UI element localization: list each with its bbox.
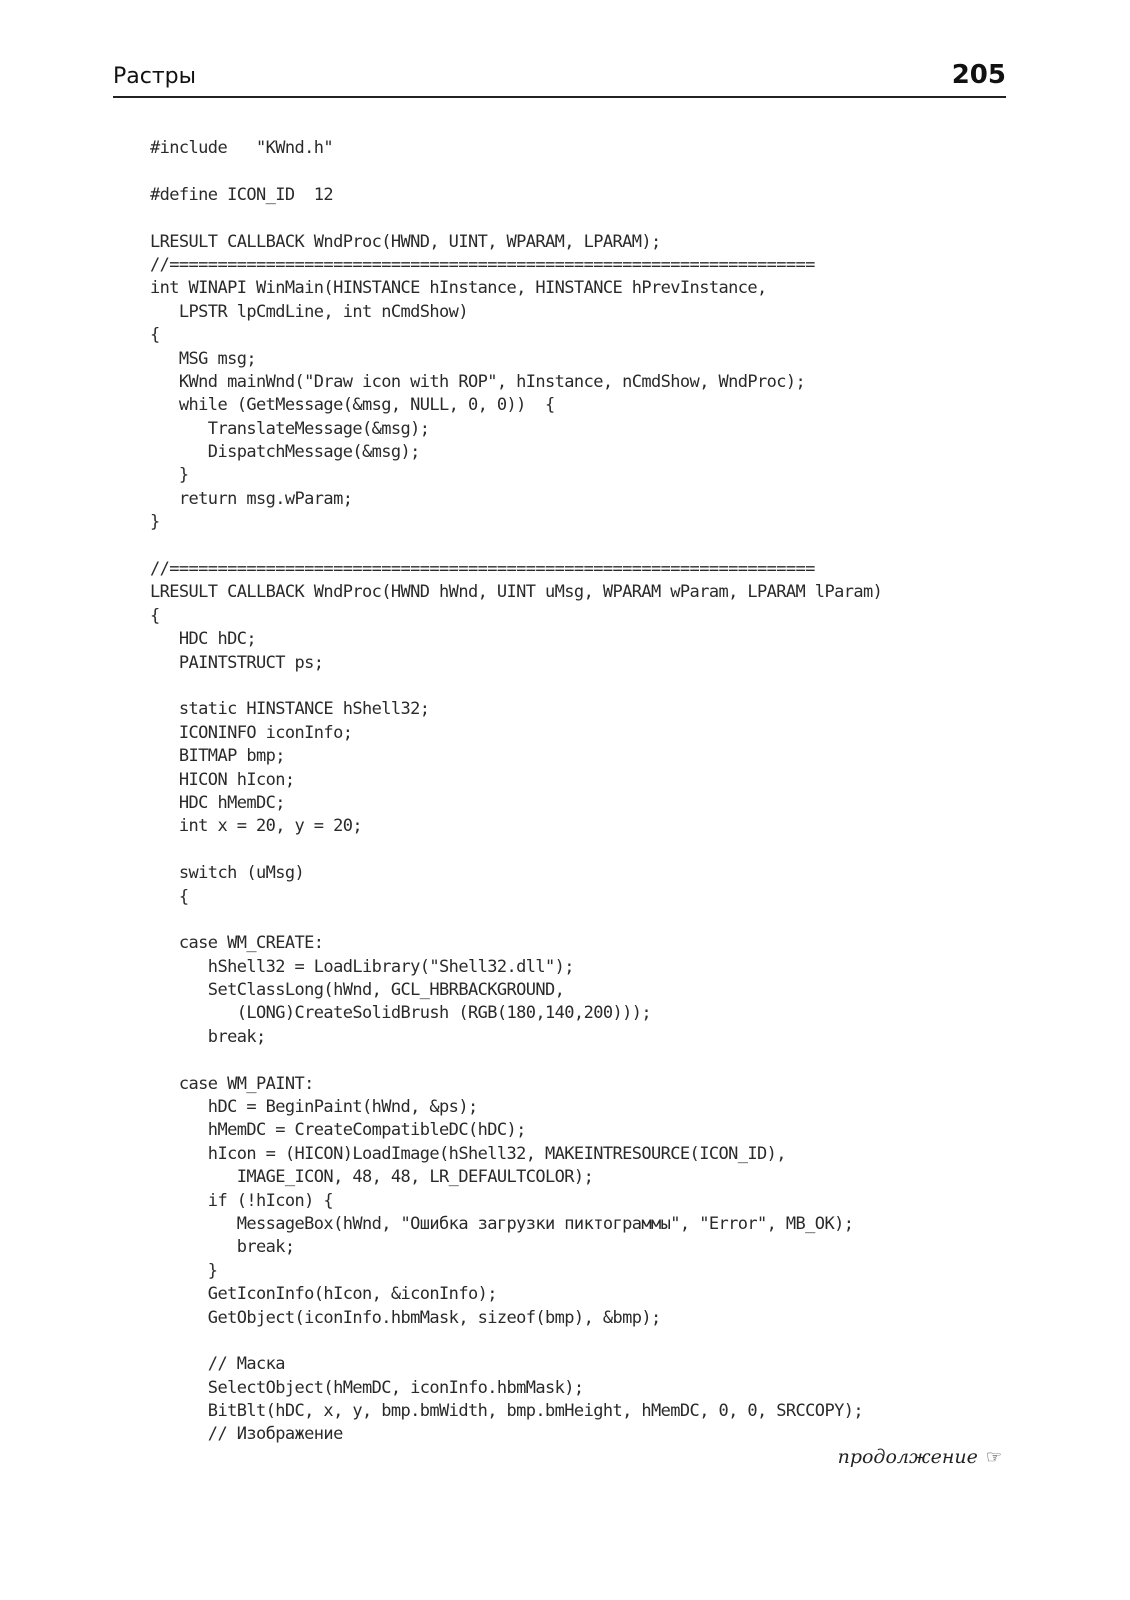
code-line: hMemDC = CreateCompatibleDC(hDC); xyxy=(150,1120,526,1141)
continuation-note xyxy=(838,1446,1002,1468)
code-line: PAINTSTRUCT ps; xyxy=(150,652,324,673)
code-line: if (!hIcon) { xyxy=(150,1190,334,1211)
code-line: DispatchMessage(&msg); xyxy=(150,442,420,463)
code-line: #include "KWnd.h" xyxy=(150,138,334,158)
code-line: LPSTR lpCmdLine, int nCmdShow) xyxy=(150,301,468,322)
code-line: break; xyxy=(150,1237,295,1258)
code-line: { xyxy=(150,325,160,346)
continuation-label: продолжение xyxy=(837,1446,978,1468)
code-line xyxy=(150,839,1010,862)
code-line: BITMAP bmp; xyxy=(150,746,285,767)
code-line: ICONINFO iconInfo; xyxy=(150,722,353,743)
code-line: } xyxy=(150,512,160,533)
code-line: MSG msg; xyxy=(150,348,256,369)
code-line xyxy=(150,1330,1010,1353)
code-line: int WINAPI WinMain(HINSTANCE hInstance, HINSTANCE hPrevInstance, xyxy=(150,278,767,299)
code-line: TranslateMessage(&msg); xyxy=(150,418,430,439)
code-line: KWnd mainWnd("Draw icon with ROP", hInstance, nCmdShow, WndProc); xyxy=(150,371,806,392)
code-line xyxy=(150,160,1010,183)
code-line: { xyxy=(150,605,160,626)
code-line: //=================================================================== xyxy=(150,559,815,580)
code-line: #define ICON_ID 12 xyxy=(150,184,334,205)
code-line: HDC hMemDC; xyxy=(150,792,285,813)
code-line: while (GetMessage(&msg, NULL, 0, 0)) { xyxy=(150,395,555,416)
code-line: break; xyxy=(150,1026,266,1047)
code-line: case WM_CREATE: xyxy=(150,933,324,954)
code-line: SelectObject(hMemDC, iconInfo.hbmMask); xyxy=(150,1377,584,1398)
code-line xyxy=(150,535,1010,558)
code-line: int x = 20, y = 20; xyxy=(150,816,362,837)
code-line xyxy=(150,909,1010,932)
code-line xyxy=(150,207,1010,230)
code-line xyxy=(150,675,1010,698)
pointing-hand-icon: ☞ xyxy=(985,1447,1002,1468)
code-line: //=================================================================== xyxy=(150,254,815,275)
code-line: static HINSTANCE hShell32; xyxy=(150,699,430,720)
code-line: BitBlt(hDC, x, y, bmp.bmWidth, bmp.bmHeight, hMemDC, 0, 0, SRCCOPY); xyxy=(150,1401,863,1422)
code-line: GetIconInfo(hIcon, &iconInfo); xyxy=(150,1284,497,1305)
code-line: } xyxy=(150,1260,218,1281)
chapter-title: Растры xyxy=(113,64,196,89)
code-line: case WM_PAINT: xyxy=(150,1073,314,1094)
code-line: // Маска xyxy=(150,1354,285,1375)
code-line: } xyxy=(150,465,189,486)
code-line: SetClassLong(hWnd, GCL_HBRBACKGROUND, xyxy=(150,980,565,1001)
code-line: // Изображение xyxy=(150,1424,343,1445)
code-line: LRESULT CALLBACK WndProc(HWND, UINT, WPARAM, LPARAM); xyxy=(150,231,661,252)
code-line: HICON hIcon; xyxy=(150,769,295,790)
page-number: 205 xyxy=(951,60,1006,90)
code-line: GetObject(iconInfo.hbmMask, sizeof(bmp), &bmp); xyxy=(150,1307,661,1328)
code-line: hIcon = (HICON)LoadImage(hShell32, MAKEINTRESOURCE(ICON_ID), xyxy=(150,1143,786,1164)
code-line: hDC = BeginPaint(hWnd, &ps); xyxy=(150,1097,478,1118)
code-listing xyxy=(150,137,1010,1447)
code-line: (LONG)CreateSolidBrush (RGB(180,140,200))); xyxy=(150,1003,652,1024)
code-line: IMAGE_ICON, 48, 48, LR_DEFAULTCOLOR); xyxy=(150,1167,594,1188)
code-line: MessageBox(hWnd, "Ошибка загрузки пиктограммы", "Error", MB_OK); xyxy=(150,1213,854,1234)
page-header xyxy=(113,58,1006,98)
code-line: hShell32 = LoadLibrary("Shell32.dll"); xyxy=(150,956,574,977)
code-line: { xyxy=(150,886,189,907)
code-line: return msg.wParam; xyxy=(150,488,353,509)
code-line: LRESULT CALLBACK WndProc(HWND hWnd, UINT uMsg, WPARAM wParam, LPARAM lParam) xyxy=(150,582,883,603)
code-line: switch (uMsg) xyxy=(150,863,305,884)
code-line: HDC hDC; xyxy=(150,629,256,650)
code-line xyxy=(150,1049,1010,1072)
